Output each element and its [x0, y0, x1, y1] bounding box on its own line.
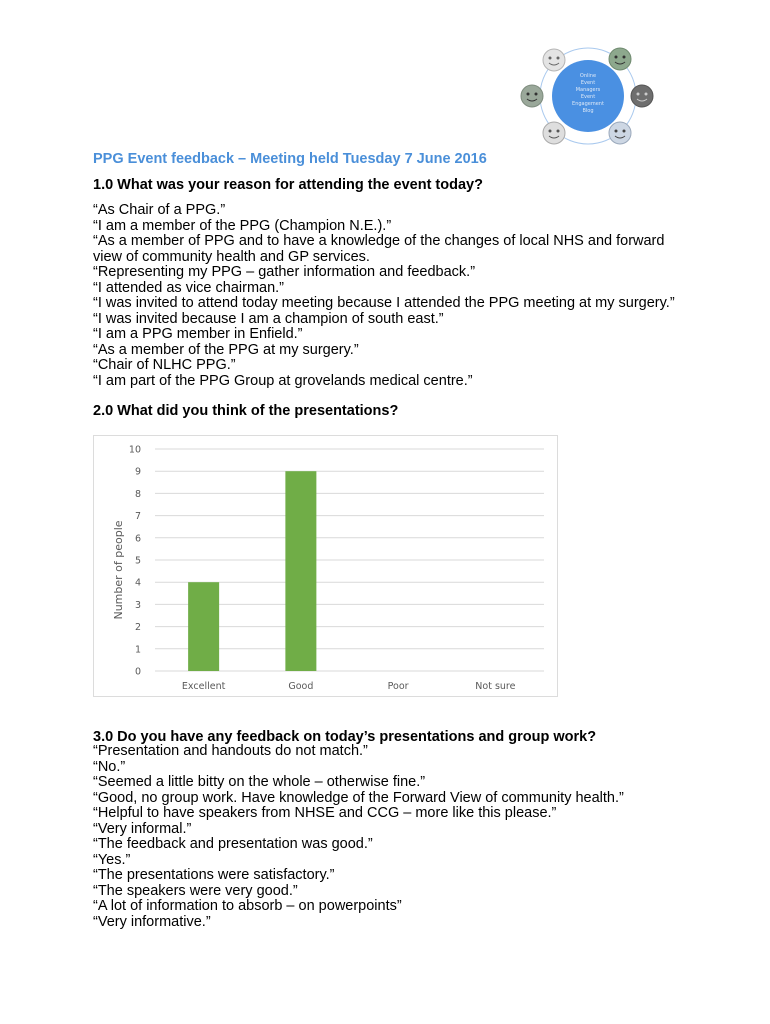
y-tick-label: 0: [134, 666, 141, 678]
x-tick-label: Poor: [387, 681, 409, 692]
list-item: “Very informal.”: [93, 820, 192, 837]
bar-excellent: [188, 582, 219, 671]
question-3-answers: [93, 744, 693, 930]
list-item: “Very informative.”: [93, 913, 211, 930]
presentations-bar-chart: [93, 435, 558, 697]
y-tick-label: 10: [128, 444, 141, 456]
smiley-face-icon: [521, 85, 543, 107]
list-item: “As a member of the PPG at my surgery.”: [93, 341, 359, 358]
question-1-heading: 1.0 What was your reason for attending the event today?: [93, 177, 483, 193]
bar-good: [285, 471, 316, 671]
y-tick-label: 5: [134, 555, 141, 567]
list-item: “The presentations were satisfactory.”: [93, 867, 335, 883]
list-item: “Good, no group work. Have knowledge of the Forward View of community health.”: [93, 789, 624, 806]
list-item: “No.”: [93, 758, 126, 775]
list-item: “I am a PPG member in Enfield.”: [93, 326, 303, 342]
list-item: “Seemed a little bitty on the whole – otherwise fine.”: [93, 774, 426, 790]
list-item: “The speakers were very good.”: [93, 882, 298, 899]
list-item: “I was invited because I am a champion of south east.”: [93, 310, 444, 327]
question-1-answers: [93, 203, 693, 389]
x-tick-label: Good: [288, 681, 314, 692]
logo-text-line: Event: [580, 94, 596, 100]
list-item: “I am a member of the PPG (Champion N.E.).”: [93, 217, 392, 234]
ppg-faces-logo-icon: [518, 44, 658, 148]
y-tick-label: 7: [134, 511, 141, 523]
list-item: “As a member of PPG and to have a knowledge of the changes of local NHS and forward view of community health and GP services.: [93, 233, 665, 265]
list-item: “A lot of information to absorb – on powerpoints”: [93, 898, 402, 914]
list-item: “Representing my PPG – gather information and feedback.”: [93, 264, 476, 280]
y-axis-title: Number of people: [112, 520, 125, 620]
list-item: “I attended as vice chairman.”: [93, 279, 285, 296]
logo-text-line: Engagement: [572, 101, 604, 107]
y-tick-label: 3: [134, 599, 141, 611]
list-item: “I am part of the PPG Group at grovelands medical centre.”: [93, 372, 473, 389]
smiley-face-icon: [609, 122, 631, 144]
x-tick-label: Not sure: [475, 681, 516, 692]
logo-text-line: Managers: [575, 87, 601, 93]
x-tick-label: Excellent: [181, 681, 226, 692]
smiley-face-icon: [609, 48, 631, 70]
question-2-heading: 2.0 What did you think of the presentations?: [93, 403, 399, 419]
y-tick-label: 1: [134, 644, 141, 656]
smiley-face-icon: [543, 49, 565, 71]
logo-text-line: Blog: [582, 108, 594, 114]
list-item: “Chair of NLHC PPG.”: [93, 357, 236, 373]
question-3-heading: 3.0 Do you have any feedback on today’s presentations and group work?: [93, 729, 597, 745]
list-item: “The feedback and presentation was good.”: [93, 836, 373, 852]
chart-canvas: [94, 436, 559, 698]
logo-text-line: Online: [579, 73, 597, 79]
document-title: PPG Event feedback – Meeting held Tuesday 7 June 2016: [93, 151, 487, 167]
y-tick-label: 2: [134, 622, 141, 634]
list-item: “I was invited to attend today meeting because I attended the PPG meeting at my surgery.”: [93, 295, 675, 311]
y-tick-label: 8: [134, 488, 141, 500]
list-item: “As Chair of a PPG.”: [93, 202, 226, 218]
list-item: “Helpful to have speakers from NHSE and CCG – more like this please.”: [93, 805, 557, 821]
smiley-face-icon: [543, 122, 565, 144]
y-tick-label: 9: [134, 466, 141, 478]
y-tick-label: 4: [134, 577, 141, 589]
logo-text-line: Event: [580, 80, 596, 86]
list-item: “Yes.”: [93, 851, 131, 868]
y-tick-label: 6: [134, 533, 141, 545]
list-item: “Presentation and handouts do not match.”: [93, 743, 368, 759]
smiley-face-icon: [631, 85, 653, 107]
